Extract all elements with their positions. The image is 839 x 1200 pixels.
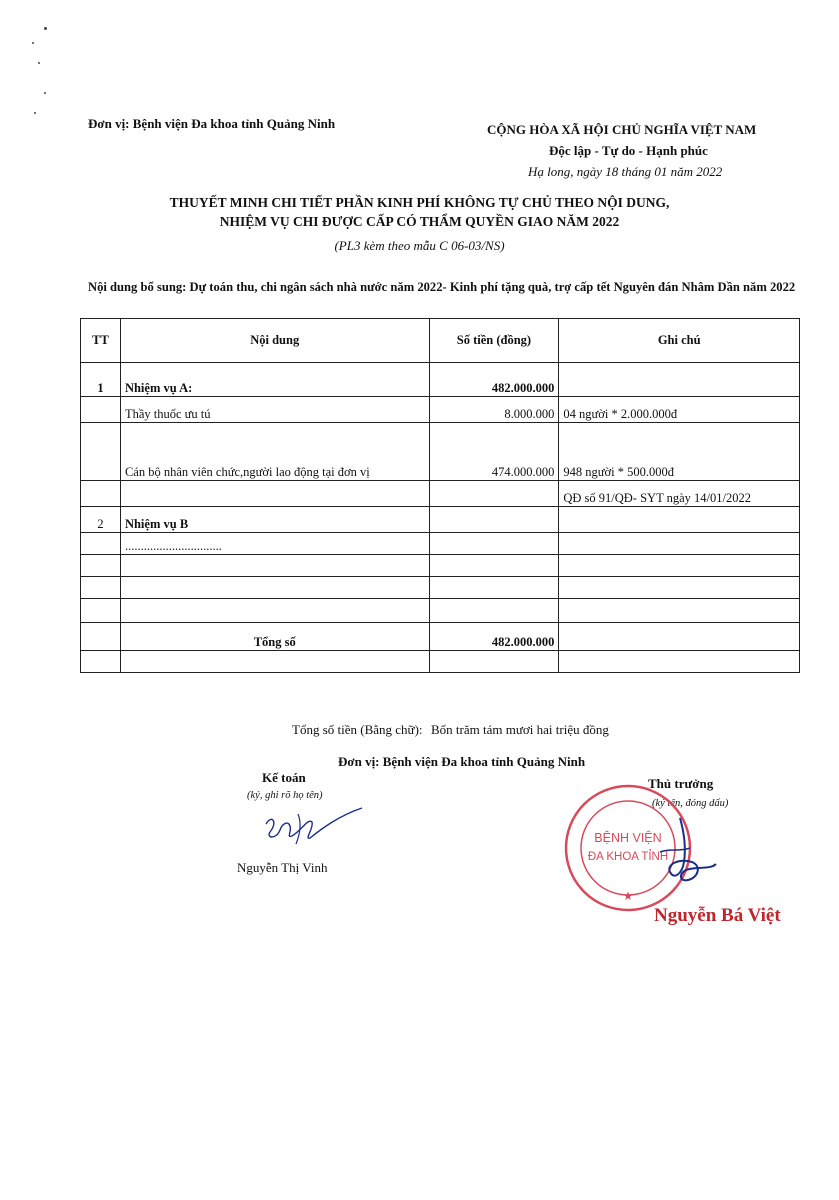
scan-speck (32, 42, 34, 44)
cell-note (559, 533, 800, 555)
document-title-line-2: NHIỆM VỤ CHI ĐƯỢC CẤP CÓ THẨM QUYỀN GIAO NĂM 2022 (219, 214, 620, 229)
header-amount: Số tiền (đồng) (429, 319, 559, 363)
table-row (81, 599, 800, 623)
amount-in-words-label: Tổng số tiền (Bằng chữ): (292, 722, 423, 737)
table-row (81, 363, 800, 397)
document-subtitle: (PL3 kèm theo mẫu C 06-03/NS) (334, 238, 505, 253)
cell-amount (429, 577, 559, 599)
amount-in-words-value: Bốn trăm tám mươi hai triệu đồng (431, 722, 609, 737)
cell-note: QĐ số 91/QĐ- SYT ngày 14/01/2022 (559, 481, 800, 507)
cell-content (120, 599, 429, 623)
cell-tt (81, 481, 121, 507)
total-label: Tổng số (120, 623, 429, 651)
cell-amount (429, 533, 559, 555)
header-tt: TT (81, 319, 121, 363)
svg-text:★: ★ (622, 889, 634, 903)
table-row (81, 623, 800, 651)
director-signature-icon (640, 812, 720, 892)
document-date: Hạ long, ngày 18 tháng 01 năm 2022 (528, 164, 723, 179)
table-row (81, 397, 800, 423)
cell-note (559, 555, 800, 577)
cell-note (559, 623, 800, 651)
cell-content: Thầy thuốc ưu tú (120, 397, 429, 423)
cell-tt (81, 577, 121, 599)
cell-tt: 1 (81, 363, 121, 397)
director-title: Thủ trưởng (648, 776, 714, 791)
cell-content (120, 651, 429, 673)
scan-speck (38, 62, 40, 64)
cell-amount (429, 651, 559, 673)
budget-table (80, 318, 800, 673)
document-title-line-1: THUYẾT MINH CHI TIẾT PHẦN KINH PHÍ KHÔNG TỰ CHỦ THEO NỘI DUNG, (169, 195, 670, 210)
header-note: Ghi chú (559, 319, 800, 363)
cell-tt (81, 533, 121, 555)
table-row (81, 651, 800, 673)
scan-speck (44, 27, 47, 30)
national-motto: Độc lập - Tự do - Hạnh phúc (549, 143, 708, 158)
cell-note (559, 599, 800, 623)
table-row (81, 481, 800, 507)
cell-note (559, 577, 800, 599)
table-row (81, 423, 800, 481)
cell-tt (81, 651, 121, 673)
scan-speck (44, 92, 46, 94)
cell-amount (429, 507, 559, 533)
accountant-name: Nguyễn Thị Vinh (237, 860, 328, 875)
table-header-row (81, 319, 800, 363)
table-row (81, 507, 800, 533)
director-name: Nguyễn Bá Việt (654, 905, 781, 926)
cell-tt: 2 (81, 507, 121, 533)
cell-tt (81, 599, 121, 623)
total-amount: 482.000.000 (429, 623, 559, 651)
seal-line-1: BỆNH VIỆN (594, 831, 662, 845)
cell-content: ............................... (120, 533, 429, 555)
national-title: CỘNG HÒA XÃ HỘI CHỦ NGHĨA VIỆT NAM (487, 122, 757, 137)
cell-note (559, 507, 800, 533)
cell-content (120, 481, 429, 507)
cell-amount (429, 599, 559, 623)
seal-line-2: ĐA KHOA TỈNH (587, 851, 669, 863)
cell-amount: 8.000.000 (429, 397, 559, 423)
cell-note: 948 người * 500.000đ (559, 423, 800, 481)
cell-amount (429, 555, 559, 577)
cell-amount (429, 481, 559, 507)
cell-note (559, 651, 800, 673)
cell-content: Nhiệm vụ A: (120, 363, 429, 397)
supplementary-content-note: Nội dung bổ sung: Dự toán thu, chi ngân sách nhà nước năm 2022- Kinh phí tặng quà, trợ cấp tết Nguyên đán Nhâm Dần năm 2022 (88, 280, 796, 294)
table-row (81, 555, 800, 577)
cell-content: Cán bộ nhân viên chức,người lao động tại đơn vị (120, 423, 429, 481)
cell-tt (81, 555, 121, 577)
cell-tt (81, 423, 121, 481)
table-row (81, 577, 800, 599)
accountant-signature-icon (258, 800, 368, 850)
cell-tt (81, 397, 121, 423)
cell-amount: 474.000.000 (429, 423, 559, 481)
scan-speck (34, 112, 36, 114)
unit-name-header: Đơn vị: Bệnh viện Đa khoa tỉnh Quảng Ninh (88, 116, 336, 131)
cell-content (120, 555, 429, 577)
cell-note: 04 người * 2.000.000đ (559, 397, 800, 423)
director-instruction: (ký tên, đóng dấu) (652, 798, 729, 809)
cell-tt (81, 623, 121, 651)
accountant-instruction: (ký, ghi rõ họ tên) (247, 790, 323, 801)
cell-content (120, 577, 429, 599)
cell-note (559, 363, 800, 397)
cell-amount: 482.000.000 (429, 363, 559, 397)
accountant-title: Kế toán (262, 770, 306, 785)
unit-name-signature: Đơn vị: Bệnh viện Đa khoa tỉnh Quảng Ninh (338, 754, 586, 769)
header-content: Nội dung (120, 319, 429, 363)
table-row (81, 533, 800, 555)
cell-content: Nhiệm vụ B (120, 507, 429, 533)
